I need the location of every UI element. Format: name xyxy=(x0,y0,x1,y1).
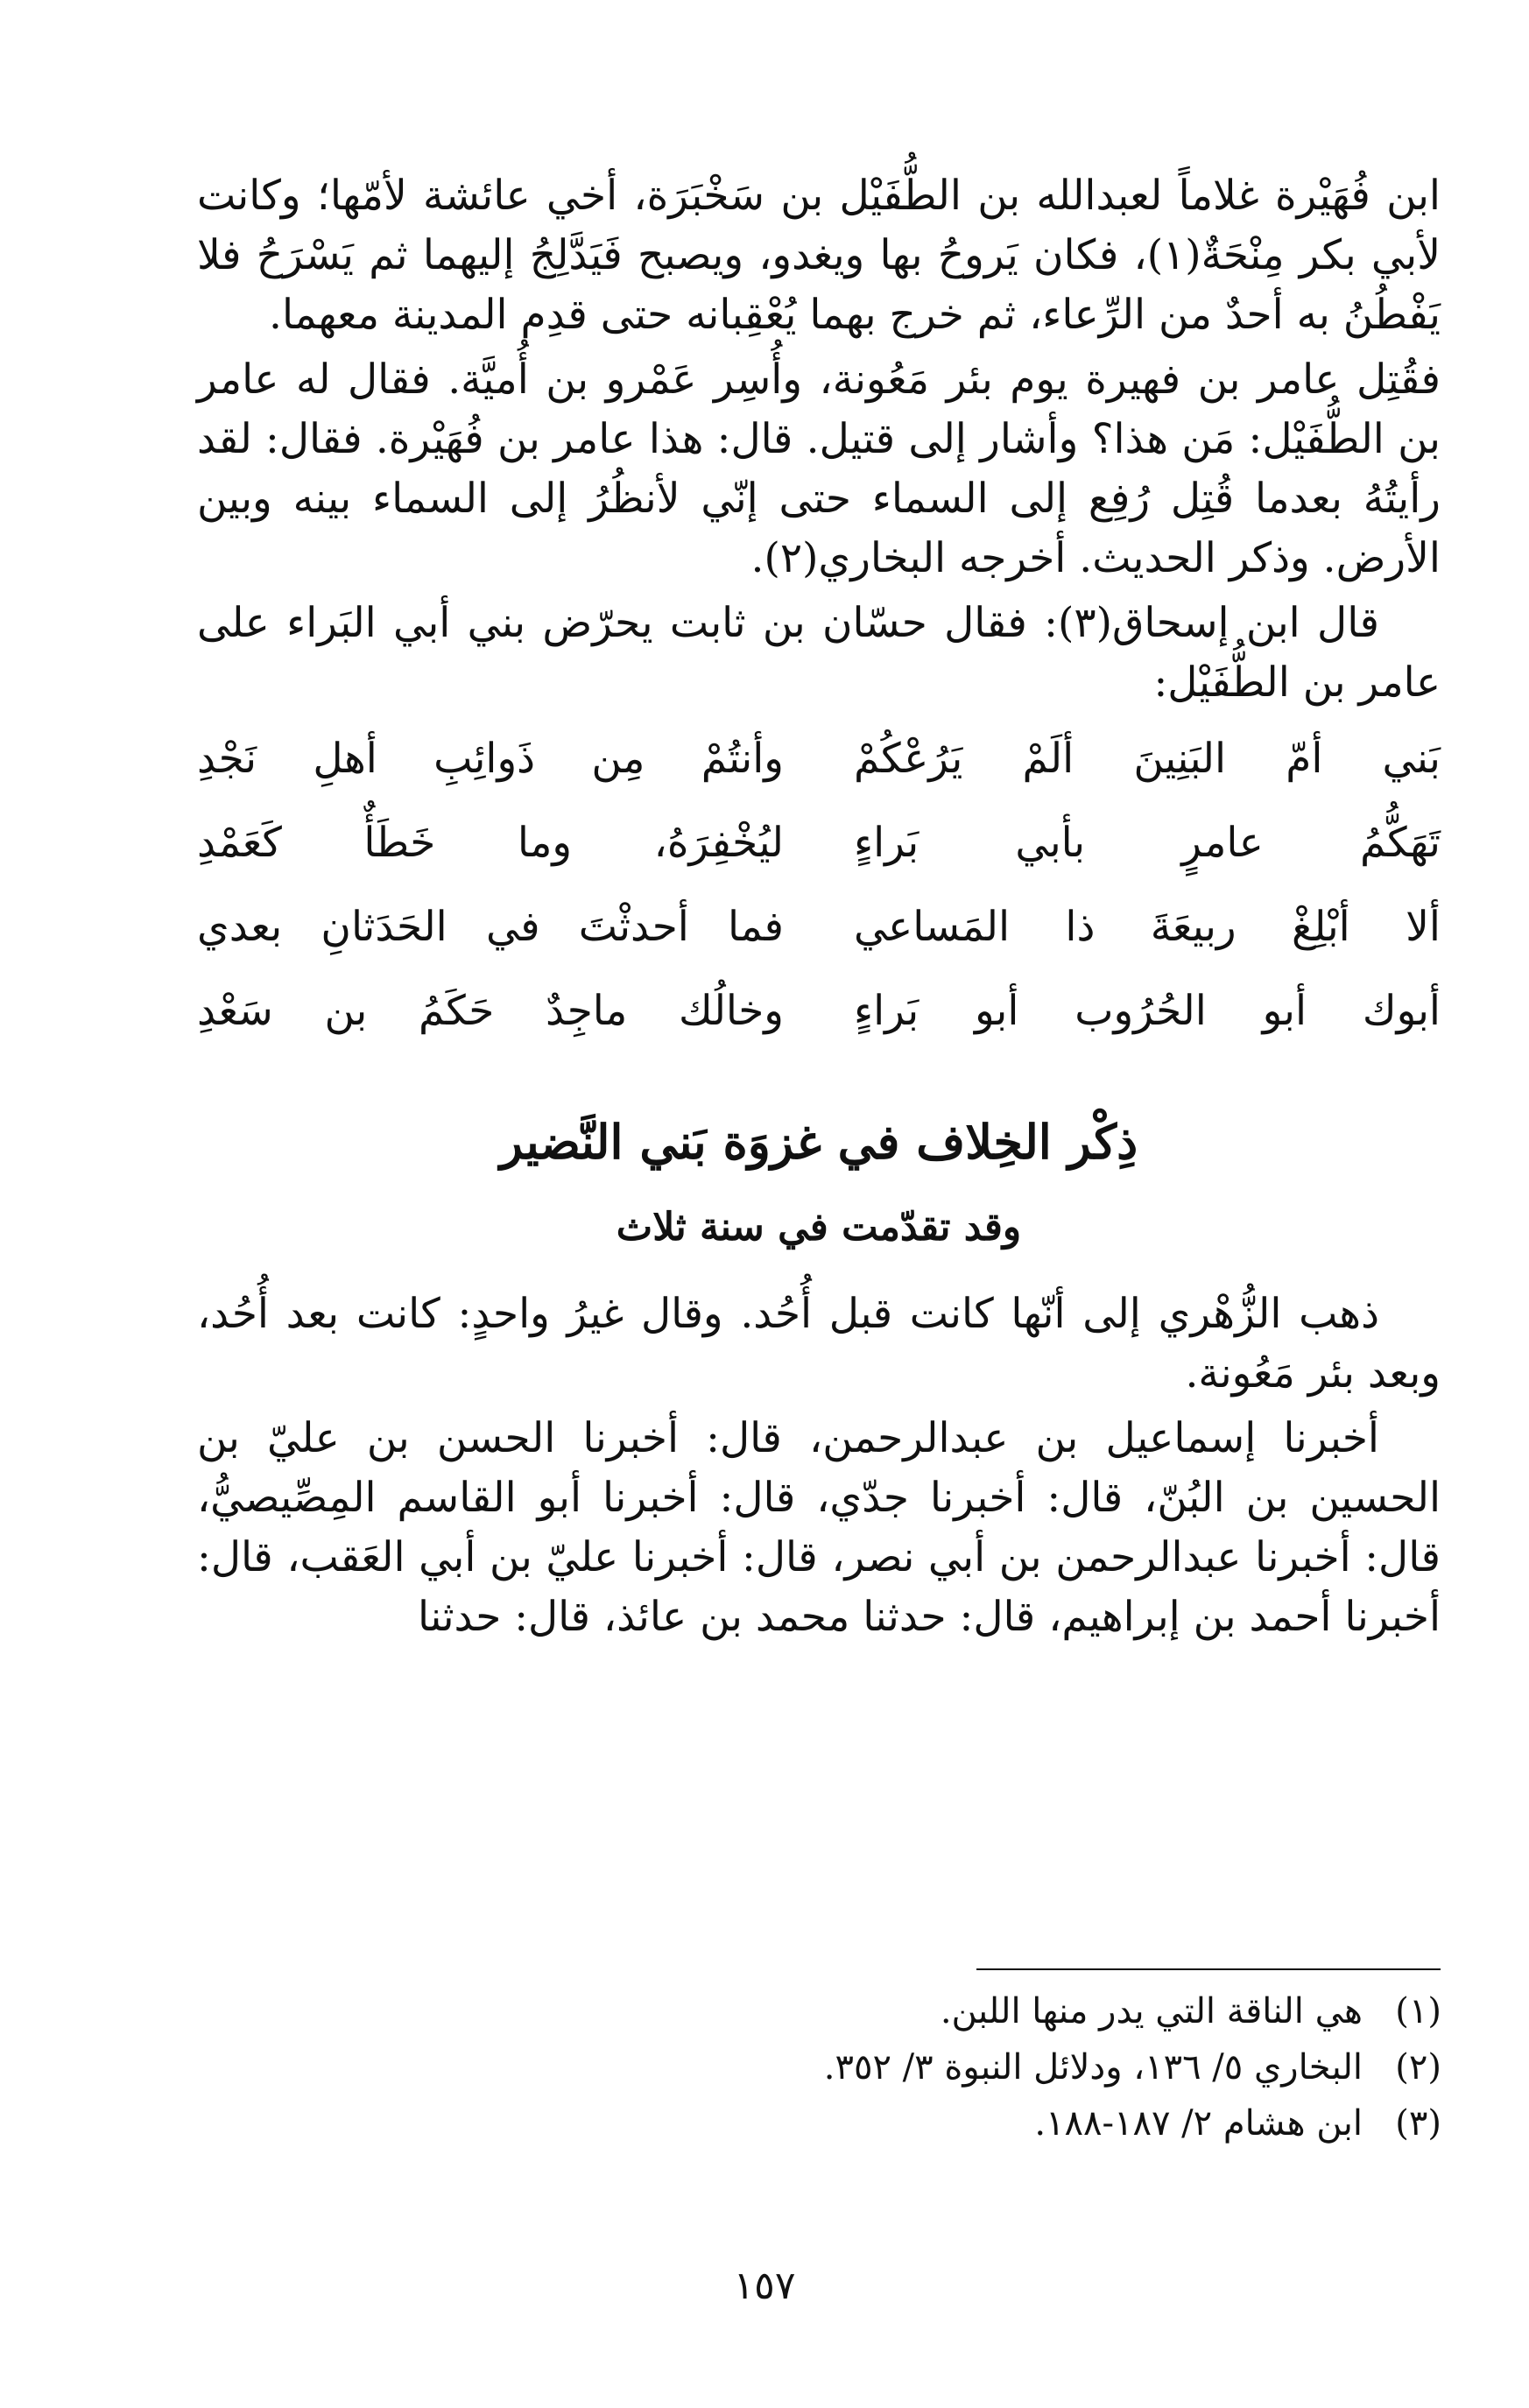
poem-verse-2 xyxy=(197,800,1441,884)
page-body xyxy=(197,166,1441,1647)
footnote-1 xyxy=(198,1983,1441,2039)
footnotes xyxy=(198,1983,1441,2151)
hemistich-right: أبوك أبو الحُرُوب أبو بَراءٍ xyxy=(854,986,1441,1035)
hemistich-left: وأنتُمْ مِن ذَوائِبِ أهلِ نَجْدِ xyxy=(197,734,784,783)
hemistich-left: وخالُك ماجِدٌ حَكَمُ بن سَعْدِ xyxy=(197,986,784,1035)
paragraph-2: فقُتِل عامر بن فهيرة يوم بئر مَعُونة، وأُسِر عَمْرو بن أُميَّة. فقال له عامر بن الطُّفَيْل: مَن هذا؟ وأشار إلى قتيل. قال: هذا عامر بن فُهَيْرة. فقال: لقد رأيتُهُ بعدما قُتِل رُفِع إلى السماء حتى إنّي لأنظُرُ إلى السماء بينه وبين الأرض. وذكر الحديث. أخرجه البخاري(٢). xyxy=(197,356,1441,582)
hemistich-right: تَهَكُّمُ عامرٍ بأبي بَراءٍ xyxy=(854,818,1441,867)
hemistich-left: فما أحدثْتَ في الحَدَثانِ بعدي xyxy=(197,902,784,951)
paragraph-5: أخبرنا إسماعيل بن عبدالرحمن، قال: أخبرنا الحسن بن عليّ بن الحسين بن البُنّ، قال: أخبرنا جدّي، قال: أخبرنا أبو القاسم المِصِّيصيُّ، قال: أخبرنا عبدالرحمن بن أبي نصر، قال: أخبرنا عليّ بن أبي العَقب، قال: أخبرنا أحمد بن إبراهيم، قال: حدثنا محمد بن عائذ، قال: حدثنا xyxy=(197,1414,1441,1641)
poem-verse-3 xyxy=(197,884,1441,968)
section-subheading: وقد تقدّمت في سنة ثلاث xyxy=(616,1205,1022,1250)
poem-verse-4 xyxy=(197,968,1441,1053)
footnote-divider xyxy=(976,1968,1441,1970)
footnote-number: (١) xyxy=(1395,1991,1441,2031)
footnote-2 xyxy=(198,2039,1441,2095)
paragraph-3: قال ابن إسحاق(٣): فقال حسّان بن ثابت يحرّض بني أبي البَراء على عامر بن الطُّفَيْل: xyxy=(197,599,1441,707)
poem xyxy=(197,716,1441,1053)
footnote-text: البخاري ٥/ ١٣٦، ودلائل النبوة ٣/ ٣٥٢. xyxy=(823,2047,1363,2088)
hemistich-left: ليُخْفِرَهُ، وما خَطَأٌ كَعَمْدِ xyxy=(197,818,784,867)
poem-verse-1 xyxy=(197,716,1441,800)
footnote-text: هي الناقة التي يدر منها اللبن. xyxy=(940,1991,1363,2031)
hemistich-right: بَني أمّ البَنِينَ ألَمْ يَرُعْكُمْ xyxy=(854,734,1441,783)
footnote-3 xyxy=(198,2095,1441,2151)
footnote-number: (٢) xyxy=(1395,2047,1441,2088)
paragraph-1: ابن فُهَيْرة غلاماً لعبدالله بن الطُّفَيْل بن سَخْبَرَة، أخي عائشة لأمّها؛ وكانت لأبي بكر مِنْحَةٌ(١)، فكان يَروحُ بها ويغدو، ويصبح فَيَدَّلِجُ إليهما ثم يَسْرَحُ فلا يَفْطُنُ به أحدٌ من الرِّعاء، ثم خرج بهما يُعْقِبانه حتى قدِم المدينة معهما. xyxy=(197,172,1441,339)
section-heading: ذِكْر الخِلاف في غزوَة بَني النَّضير xyxy=(499,1114,1138,1170)
footnote-text: ابن هشام ٢/ ١٨٧-١٨٨. xyxy=(1034,2103,1363,2144)
paragraph-4: ذهب الزُّهْري إلى أنّها كانت قبل أُحُد. وقال غيرُ واحدٍ: كانت بعد أُحُد، وبعد بئر مَعُونة. xyxy=(197,1290,1441,1398)
page-number: ١٥٧ xyxy=(733,2264,796,2308)
hemistich-right: ألا أبْلِغْ ربيعَةَ ذا المَساعي xyxy=(854,902,1441,951)
footnote-number: (٣) xyxy=(1395,2103,1441,2144)
